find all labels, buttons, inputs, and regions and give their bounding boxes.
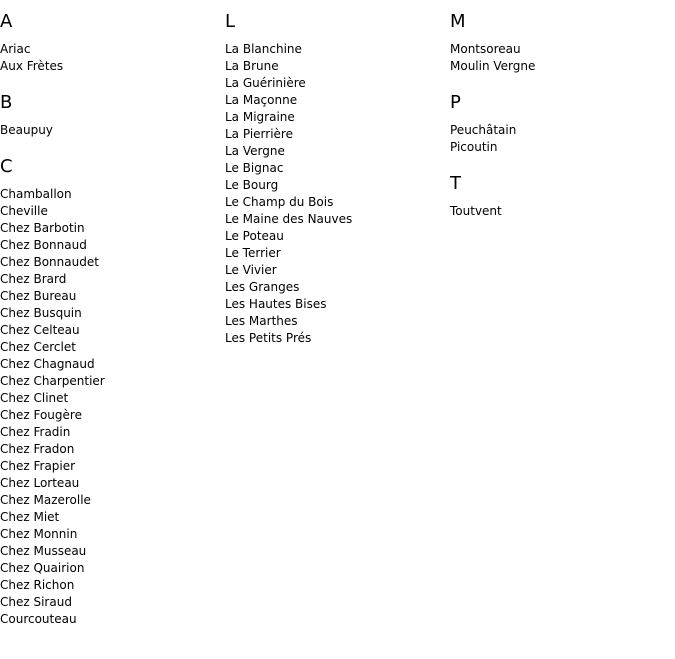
place-link[interactable]: Les Granges [225, 280, 300, 294]
place-list [225, 41, 445, 347]
place-list [450, 41, 670, 75]
place-link[interactable]: Chez Bonnaud [0, 238, 87, 252]
place-link[interactable]: Chez Bonnaudet [0, 255, 99, 269]
index-column-2 [225, 10, 445, 363]
place-list [0, 41, 220, 75]
place-link[interactable]: La Brune [225, 59, 279, 73]
letter-group [450, 172, 670, 220]
place-link[interactable]: Les Hautes Bises [225, 297, 327, 311]
place-list [450, 203, 670, 220]
letter-heading: B [0, 92, 13, 113]
place-list [450, 122, 670, 156]
letter-group [0, 10, 220, 75]
letter-group [0, 155, 220, 628]
letter-heading: A [0, 11, 13, 32]
place-link[interactable]: Ariac [0, 42, 31, 56]
letter-group [225, 10, 445, 347]
letter-heading: P [450, 92, 461, 113]
index-column-3 [450, 10, 670, 236]
place-link[interactable]: Picoutin [450, 140, 498, 154]
place-link[interactable]: La Vergne [225, 144, 285, 158]
place-link[interactable]: Le Bourg [225, 178, 279, 192]
letter-heading: L [225, 11, 236, 32]
place-link[interactable]: Chez Cerclet [0, 340, 76, 354]
place-link[interactable]: Chez Clinet [0, 391, 69, 405]
letter-heading: M [450, 11, 466, 32]
letter-heading: T [450, 173, 461, 194]
place-link[interactable]: Chez Busquin [0, 306, 82, 320]
place-link[interactable]: Courcouteau [0, 612, 77, 626]
place-link[interactable]: Chez Mazerolle [0, 493, 91, 507]
place-link[interactable]: Chez Monnin [0, 527, 78, 541]
place-link[interactable]: Le Maine des Nauves [225, 212, 353, 226]
place-link[interactable]: Le Vivier [225, 263, 277, 277]
place-link[interactable]: Montsoreau [450, 42, 521, 56]
place-link[interactable]: La Maçonne [225, 93, 298, 107]
place-link[interactable]: Chez Lorteau [0, 476, 80, 490]
place-link[interactable]: Chamballon [0, 187, 72, 201]
place-link[interactable]: Chez Chagnaud [0, 357, 95, 371]
place-link[interactable]: Chez Miet [0, 510, 60, 524]
place-link[interactable]: La Blanchine [225, 42, 302, 56]
place-link[interactable]: Chez Richon [0, 578, 75, 592]
place-link[interactable]: Le Champ du Bois [225, 195, 334, 209]
place-link[interactable]: Peuchâtain [450, 123, 517, 137]
place-link[interactable]: Toutvent [450, 204, 502, 218]
place-link[interactable]: Aux Frètes [0, 59, 64, 73]
place-link[interactable]: Chez Celteau [0, 323, 80, 337]
place-link[interactable]: Le Poteau [225, 229, 284, 243]
letter-heading: C [0, 156, 13, 177]
place-link[interactable]: Chez Fougère [0, 408, 82, 422]
letter-group [450, 10, 670, 75]
place-link[interactable]: Chez Fradon [0, 442, 75, 456]
place-link[interactable]: La Guérinière [225, 76, 306, 90]
place-link[interactable]: Chez Charpentier [0, 374, 105, 388]
place-link[interactable]: La Migraine [225, 110, 295, 124]
index-column-1 [0, 10, 220, 644]
place-link[interactable]: Les Marthes [225, 314, 298, 328]
place-link[interactable]: Chez Bureau [0, 289, 77, 303]
place-link[interactable]: La Pierrière [225, 127, 293, 141]
place-link[interactable]: Cheville [0, 204, 48, 218]
place-link[interactable]: Chez Fradin [0, 425, 71, 439]
place-link[interactable]: Chez Quairion [0, 561, 85, 575]
place-list [0, 122, 220, 139]
letter-group [0, 91, 220, 139]
place-link[interactable]: Le Terrier [225, 246, 281, 260]
place-link[interactable]: Beaupuy [0, 123, 53, 137]
place-link[interactable]: Chez Barbotin [0, 221, 85, 235]
place-link[interactable]: Chez Frapier [0, 459, 76, 473]
place-link[interactable]: Le Bignac [225, 161, 284, 175]
place-link[interactable]: Chez Musseau [0, 544, 87, 558]
letter-group [450, 91, 670, 156]
place-list [0, 186, 220, 628]
place-link[interactable]: Chez Siraud [0, 595, 72, 609]
place-link[interactable]: Les Petits Prés [225, 331, 312, 345]
place-link[interactable]: Chez Brard [0, 272, 67, 286]
place-link[interactable]: Moulin Vergne [450, 59, 536, 73]
